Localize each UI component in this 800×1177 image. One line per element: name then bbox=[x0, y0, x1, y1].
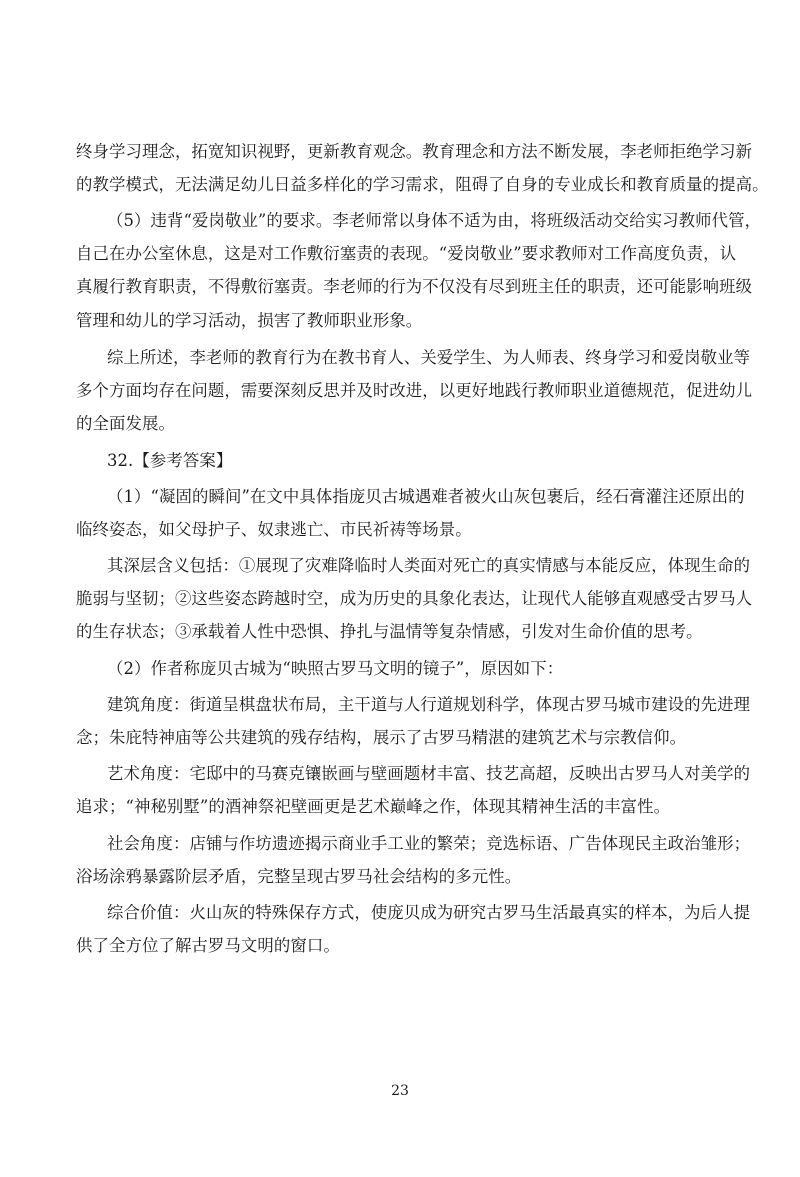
text-line: （2）作者称庞贝古城为“映照古罗马文明的镜子”，原因如下： bbox=[107, 659, 564, 678]
text-line: 综上所述，李老师的教育行为在教书育人、关爱学生、为人师表、终身学习和爱岗敬业等 bbox=[107, 348, 751, 367]
text-line: 念；朱庇特神庙等公共建筑的残存结构，展示了古罗马精湛的建筑艺术与宗教信仰。 bbox=[76, 728, 687, 747]
text-line: 浴场涂鸦暴露阶层矛盾，完整呈现古罗马社会结构的多元性。 bbox=[76, 867, 522, 886]
text-line: 供了全方位了解古罗马文明的窗口。 bbox=[76, 936, 340, 955]
text-line: 艺术角度：宅邸中的马赛克镶嵌画与壁画题材丰富、技艺高超，反映出古罗马人对美学的 bbox=[107, 764, 751, 783]
text-line: 其深层含义包括：①展现了灾难降临时人类面对死亡的真实情感与本能反应，体现生命的 bbox=[107, 556, 751, 575]
text-line: 多个方面均存在问题，需要深刻反思并及时改进，以更好地践行教师职业道德规范，促进幼儿 bbox=[76, 381, 753, 400]
text-line: （5）违背“爱岗敬业”的要求。李老师常以身体不适为由，将班级活动交给实习教师代管， bbox=[107, 211, 762, 230]
text-line: 真履行教育职责，不得敷衍塞责。李老师的行为不仅没有尽到班主任的职责，还可能影响班级 bbox=[76, 277, 753, 296]
text-line: 的全面发展。 bbox=[76, 414, 175, 433]
text-line: 综合价值：火山灰的特殊保存方式，使庞贝成为研究古罗马生活最真实的样本，为后人提 bbox=[107, 903, 751, 922]
text-line: 自己在办公室休息，这是对工作敷衍塞责的表现。“爱岗敬业”要求教师对工作高度负责，认 bbox=[76, 244, 737, 263]
text-line: 建筑角度：街道呈棋盘状布局，主干道与人行道规划科学，体现古罗马城市建设的先进理 bbox=[107, 695, 751, 714]
page-number: 23 bbox=[391, 1083, 409, 1099]
text-line: 社会角度：店铺与作坊遗迹揭示商业手工业的繁荣；竞选标语、广告体现民主政治雏形； bbox=[107, 834, 751, 853]
text-line: 的教学模式，无法满足幼儿日益多样化的学习需求，阻碍了自身的专业成长和教育质量的提高。 bbox=[76, 175, 769, 194]
text-line: （1）“凝固的瞬间”在文中具体指庞贝古城遇难者被火山灰包裹后，经石膏灌注还原出的 bbox=[107, 487, 745, 506]
answer-heading: 32.【参考答案】 bbox=[107, 451, 233, 470]
text-line: 临终姿态，如父母护子、奴隶逃亡、市民祈祷等场景。 bbox=[76, 520, 472, 539]
text-line: 追求；“神秘别墅”的酒神祭祀壁画更是艺术巅峰之作，体现其精神生活的丰富性。 bbox=[76, 797, 671, 816]
text-line: 脆弱与坚韧；②这些姿态跨越时空，成为历史的具象化表达，让现代人能够直观感受古罗马人 bbox=[76, 589, 753, 608]
text-line: 管理和幼儿的学习活动，损害了教师职业形象。 bbox=[76, 311, 423, 330]
text-line: 终身学习理念，拓宽知识视野，更新教育观念。教育理念和方法不断发展，李老师拒绝学习新 bbox=[76, 142, 753, 161]
text-line: 的生存状态；③承载着人性中恐惧、挣扎与温情等复杂情感，引发对生命价值的思考。 bbox=[76, 622, 703, 641]
